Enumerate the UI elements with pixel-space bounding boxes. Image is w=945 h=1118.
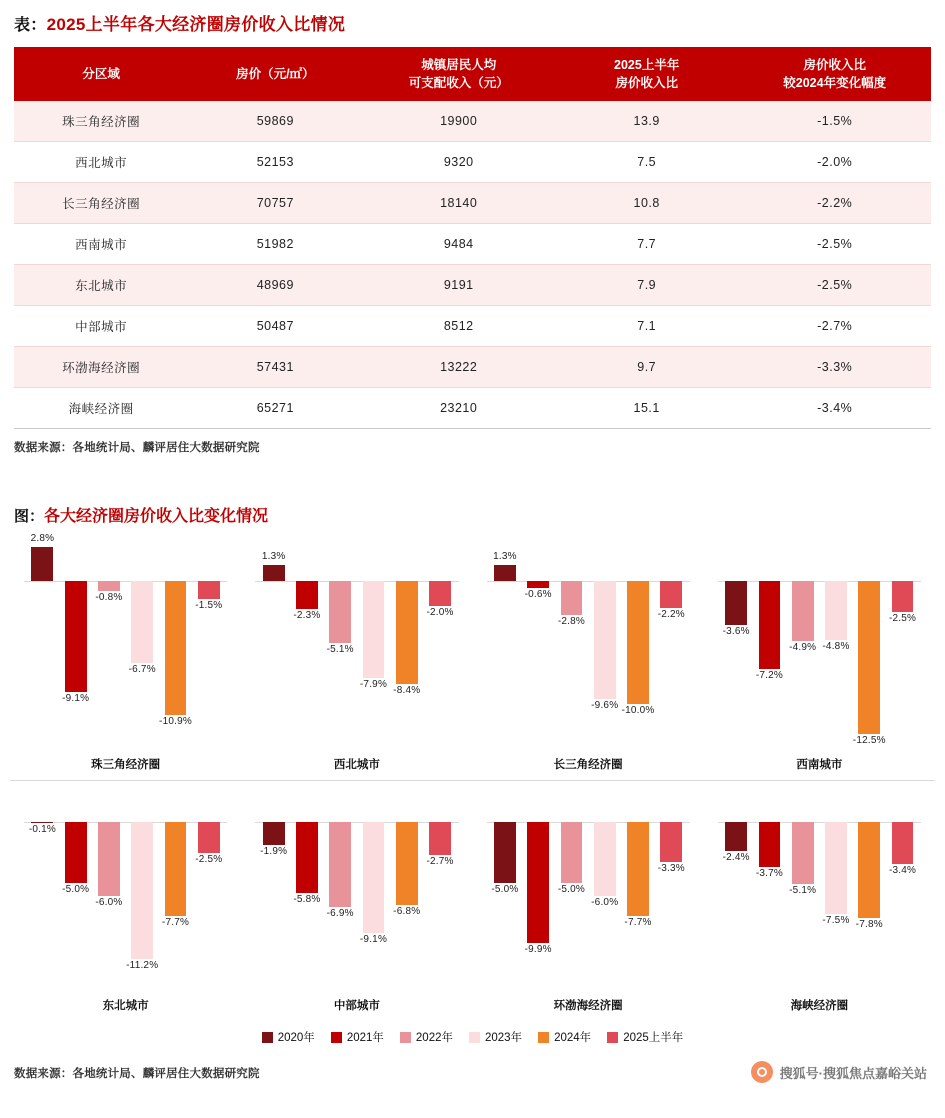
bar-item	[559, 785, 584, 981]
legend-swatch	[262, 1032, 273, 1043]
bar-value-label: -6.0%	[591, 896, 619, 908]
chart-plot-area	[718, 544, 921, 747]
table-row	[14, 142, 931, 183]
bar	[594, 822, 616, 896]
bar-item	[824, 544, 849, 740]
bar-value-label: 2.8%	[30, 532, 55, 544]
chart-panel-label: 环渤海经济圈	[553, 1000, 623, 1013]
table-cell-ratio: 7.7	[555, 224, 738, 265]
bar-group	[30, 532, 223, 740]
legend-label: 2021年	[346, 1032, 384, 1045]
bar-value-label: -2.8%	[557, 616, 586, 628]
bar-item	[97, 544, 122, 740]
table-cell-ratio: 15.1	[555, 388, 738, 429]
bar-value-label: -7.7%	[624, 917, 652, 929]
chart-panel-label: 西南城市	[796, 759, 843, 772]
bar	[65, 822, 87, 883]
bar-value-label: -3.6%	[722, 626, 750, 638]
table-cell-price: 57431	[188, 347, 362, 388]
bar-item	[790, 785, 815, 981]
bar	[329, 822, 351, 907]
bar-item	[126, 785, 159, 981]
legend-item	[469, 1029, 522, 1045]
bar-item	[526, 544, 551, 740]
bar-item	[261, 544, 286, 740]
table-cell-income: 9320	[362, 142, 555, 183]
bar-item	[621, 544, 655, 740]
legend-swatch	[331, 1032, 342, 1043]
chart-legend	[0, 1023, 945, 1045]
chart-title-text: 各大经济圈房价收入比变化情况	[44, 508, 269, 526]
table-cell-region: 西北城市	[14, 142, 188, 183]
chart-panel	[241, 781, 472, 1021]
bar	[165, 822, 187, 916]
bar-value-label: -2.4%	[722, 852, 750, 864]
legend-item	[538, 1029, 591, 1045]
bar	[263, 565, 285, 581]
bar-item	[790, 544, 815, 740]
bar-item	[97, 785, 122, 981]
chart-title	[0, 455, 945, 532]
table-cell-ratio: 7.9	[555, 265, 738, 306]
bar-item	[724, 785, 749, 981]
header-line: 城镇居民人均	[421, 58, 497, 72]
bar-item	[130, 544, 155, 740]
table-cell-region: 东北城市	[14, 265, 188, 306]
bar	[858, 822, 880, 918]
chart-panel-label: 珠三角经济圈	[91, 759, 161, 772]
bar-value-label: -2.7%	[426, 856, 454, 868]
header-line: 分区域	[82, 67, 120, 82]
bar-item	[824, 785, 849, 981]
chart-panel-grid	[10, 532, 935, 1021]
table-row	[14, 224, 931, 265]
table-body	[14, 101, 931, 429]
bar-value-label: -5.0%	[557, 884, 586, 896]
bar-value-label: -10.0%	[621, 704, 655, 716]
bar-value-label: -6.0%	[95, 896, 123, 908]
bar-value-label: -1.9%	[260, 846, 288, 858]
bar-item	[328, 544, 353, 740]
bar	[98, 581, 120, 591]
legend-item	[262, 1029, 315, 1045]
table-cell-price: 51982	[188, 224, 362, 265]
bar-item	[30, 785, 55, 981]
bar-item	[857, 785, 882, 981]
header-line: 房价收入比	[615, 76, 678, 91]
bar-item	[493, 544, 518, 740]
bar-value-label: -0.6%	[524, 589, 552, 601]
bar	[660, 581, 682, 608]
chart-panel	[704, 540, 935, 780]
table-row	[14, 306, 931, 347]
bar-item	[757, 785, 782, 981]
bar-value-label: -11.2%	[126, 960, 159, 972]
bar-item	[428, 785, 453, 981]
table-cell-income: 9484	[362, 224, 555, 265]
bar-item	[196, 785, 221, 981]
bar-item	[890, 785, 915, 981]
bar-item	[559, 544, 584, 740]
table-cell-ratio: 7.5	[555, 142, 738, 183]
legend-item	[400, 1029, 453, 1045]
bar-item	[63, 544, 88, 740]
bar-group	[261, 785, 452, 981]
bar	[198, 822, 220, 853]
bar-value-label: -2.0%	[426, 606, 454, 618]
bar-value-label: -4.9%	[789, 642, 817, 654]
bar-value-label: -3.3%	[657, 863, 685, 875]
legend-swatch	[538, 1032, 549, 1043]
bar	[725, 822, 747, 851]
bar	[825, 581, 847, 640]
bar-value-label: -2.3%	[293, 610, 321, 622]
bar-value-label: -7.9%	[359, 678, 388, 690]
bar-value-label: -9.9%	[524, 944, 552, 956]
bar	[396, 581, 418, 684]
bar-item	[428, 544, 453, 740]
table-head	[14, 47, 931, 101]
chart-panel	[473, 540, 704, 780]
bar-group	[493, 785, 684, 981]
chart-panel-label: 西北城市	[333, 759, 380, 772]
bar	[594, 581, 616, 699]
header-line: 房价（元/㎡）	[236, 67, 315, 82]
bar-value-label: -3.7%	[755, 868, 783, 880]
table-cell-income: 18140	[362, 183, 555, 224]
table-cell-income: 13222	[362, 347, 555, 388]
bar	[494, 822, 516, 883]
bar-value-label: -5.1%	[326, 644, 354, 656]
legend-swatch	[607, 1032, 618, 1043]
bar	[31, 547, 53, 581]
bar	[363, 581, 385, 678]
bar-value-label: -7.8%	[855, 918, 883, 930]
table-header-cell	[188, 47, 362, 101]
bar	[429, 822, 451, 855]
bar	[165, 581, 187, 715]
bar-item	[361, 785, 386, 981]
table-header-cell	[555, 47, 738, 101]
bar	[725, 581, 747, 625]
table-cell-region: 西南城市	[14, 224, 188, 265]
chart-plot-area	[255, 785, 458, 981]
bar-value-label: -6.9%	[326, 907, 354, 919]
table-cell-region: 中部城市	[14, 306, 188, 347]
chart-panel-label: 长三角经济圈	[553, 759, 623, 772]
bar-value-label: -9.6%	[591, 699, 619, 711]
table-cell-region: 海峡经济圈	[14, 388, 188, 429]
bar	[65, 581, 87, 692]
bar	[263, 822, 285, 845]
bar-value-label: -7.7%	[161, 917, 190, 929]
bar-value-label: -5.0%	[491, 884, 519, 896]
bar	[98, 822, 120, 896]
bar	[792, 581, 814, 641]
bar	[31, 822, 53, 823]
bar	[627, 822, 649, 916]
bar-value-label: -0.8%	[95, 591, 123, 603]
chart-panel	[10, 781, 241, 1021]
chart-plot-area	[718, 785, 921, 981]
table-cell-region: 长三角经济圈	[14, 183, 188, 224]
table-cell-change: -3.4%	[738, 388, 931, 429]
bar-item	[394, 544, 419, 740]
house-price-income-ratio-table	[14, 47, 931, 429]
bar-item	[163, 785, 188, 981]
bar-item	[757, 544, 782, 740]
table-cell-ratio: 7.1	[555, 306, 738, 347]
bar-item	[394, 785, 419, 981]
chart-panel-label: 海峡经济圈	[790, 1000, 849, 1013]
bar-value-label: -5.0%	[62, 884, 90, 896]
table-cell-income: 9191	[362, 265, 555, 306]
table-row	[14, 183, 931, 224]
bar-item	[852, 544, 886, 747]
table-header-row	[14, 47, 931, 101]
watermark-text: 搜狐号·搜狐焦点嘉峪关站	[779, 1065, 927, 1081]
bar-group	[724, 785, 915, 981]
bar-item	[159, 544, 192, 740]
chart-panel	[241, 540, 472, 780]
legend-label: 2024年	[554, 1032, 592, 1045]
bar-item	[493, 785, 518, 981]
bar-group	[261, 544, 452, 740]
table-row	[14, 101, 931, 142]
bar	[131, 822, 153, 959]
table-cell-change: -2.7%	[738, 306, 931, 347]
legend-label: 2022年	[415, 1032, 453, 1045]
bar-item	[724, 544, 749, 740]
bar-value-label: -7.2%	[755, 670, 783, 682]
bar	[527, 581, 549, 588]
bar	[198, 581, 220, 599]
table-header-cell	[738, 47, 931, 101]
bar-item	[361, 544, 386, 740]
header-line: 2025上半年	[614, 58, 680, 72]
chart-source-note: 数据来源：各地统计局、麟评居住大数据研究院	[14, 1068, 260, 1081]
table-cell-region: 珠三角经济圈	[14, 101, 188, 142]
table-cell-change: -2.5%	[738, 265, 931, 306]
table-source-note: 数据来源：各地统计局、麟评居住大数据研究院	[14, 442, 260, 455]
chart-title-label: 图：	[14, 508, 45, 526]
bar	[494, 565, 516, 581]
legend-label: 2023年	[485, 1032, 523, 1045]
bar	[561, 822, 583, 883]
table-cell-change: -3.3%	[738, 347, 931, 388]
table-cell-price: 52153	[188, 142, 362, 183]
bar-value-label: -9.1%	[359, 934, 388, 946]
bar-item	[63, 785, 88, 981]
bar-item	[526, 785, 551, 981]
bar	[892, 822, 914, 864]
chart-panel	[10, 532, 241, 780]
bar-value-label: -1.5%	[195, 600, 223, 612]
chart-panel-row	[10, 532, 935, 780]
sohu-logo-icon	[751, 1061, 773, 1083]
bar	[296, 581, 318, 609]
chart-plot-area	[24, 532, 227, 740]
table-cell-change: -2.5%	[738, 224, 931, 265]
table-cell-change: -2.0%	[738, 142, 931, 183]
chart-panel	[473, 781, 704, 1021]
chart-panel-label: 中部城市	[333, 1000, 380, 1013]
chart-panel-row	[10, 780, 935, 1021]
legend-swatch	[469, 1032, 480, 1043]
chart-plot-area	[24, 785, 227, 981]
bar	[363, 822, 385, 933]
legend-label: 2020年	[277, 1032, 315, 1045]
table-cell-region: 环渤海经济圈	[14, 347, 188, 388]
bar-item	[659, 544, 684, 740]
bar-item	[30, 532, 55, 740]
bar	[759, 822, 781, 867]
bar	[329, 581, 351, 643]
bar-item	[295, 785, 320, 981]
table-title-label: 表：	[14, 17, 47, 34]
chart-plot-area	[487, 785, 690, 981]
table-title	[0, 0, 945, 47]
table-row	[14, 347, 931, 388]
table-cell-price: 70757	[188, 183, 362, 224]
bar-value-label: -2.5%	[195, 853, 223, 865]
chart-panel	[704, 781, 935, 1021]
watermark	[751, 1061, 927, 1083]
legend-item	[607, 1029, 683, 1045]
bar-value-label: -0.1%	[28, 824, 56, 836]
table-cell-price: 65271	[188, 388, 362, 429]
bar-group	[493, 544, 684, 740]
table-cell-ratio: 9.7	[555, 347, 738, 388]
bar-group	[30, 785, 221, 981]
table-header-cell	[362, 47, 555, 101]
table-title-text: 2025上半年各大经济圈房价收入比情况	[46, 15, 346, 34]
bar-item	[261, 785, 286, 981]
bar	[792, 822, 814, 884]
table-cell-price: 50487	[188, 306, 362, 347]
bar-value-label: -7.5%	[822, 914, 850, 926]
legend-item	[331, 1029, 384, 1045]
bar	[627, 581, 649, 704]
bar-value-label: -9.1%	[62, 693, 90, 705]
bar-value-label: -6.8%	[393, 906, 421, 918]
bar-item	[659, 785, 684, 981]
bar-value-label: -8.4%	[393, 684, 421, 696]
bar	[825, 822, 847, 914]
table-cell-ratio: 10.8	[555, 183, 738, 224]
legend-label: 2025上半年	[623, 1032, 684, 1045]
bar-value-label: -4.8%	[822, 640, 850, 652]
table-row	[14, 265, 931, 306]
table-cell-ratio: 13.9	[555, 101, 738, 142]
bar-item	[295, 544, 320, 740]
legend-swatch	[400, 1032, 411, 1043]
table-header-cell	[14, 47, 188, 101]
bar-group	[722, 544, 917, 747]
chart-plot-area	[487, 544, 690, 740]
bar-item	[592, 785, 617, 981]
bar-value-label: -6.7%	[128, 664, 156, 676]
bar-value-label: 1.3%	[261, 551, 286, 563]
bar-value-label: 1.3%	[493, 551, 517, 563]
bar	[660, 822, 682, 862]
bar	[429, 581, 451, 606]
bar-value-label: -12.5%	[852, 735, 886, 747]
bar-value-label: -5.1%	[789, 885, 817, 897]
header-line: 较2024年变化幅度	[783, 76, 887, 91]
bar	[892, 581, 914, 612]
chart-plot-area	[255, 544, 458, 740]
chart-panel-label: 东北城市	[102, 1000, 149, 1013]
bar-item	[328, 785, 353, 981]
table-cell-income: 8512	[362, 306, 555, 347]
table-cell-price: 48969	[188, 265, 362, 306]
bar-item	[592, 544, 617, 740]
header-line: 房价收入比	[803, 58, 866, 72]
bar-value-label: -5.8%	[293, 894, 321, 906]
bar-item	[626, 785, 651, 981]
bar-value-label: -10.9%	[159, 715, 192, 727]
bar-value-label: -2.2%	[657, 608, 685, 620]
bar	[131, 581, 153, 663]
table-cell-price: 59869	[188, 101, 362, 142]
table-cell-income: 19900	[362, 101, 555, 142]
bar-item	[196, 544, 221, 740]
bar	[296, 822, 318, 893]
table-cell-change: -2.2%	[738, 183, 931, 224]
table-cell-income: 23210	[362, 388, 555, 429]
table-cell-change: -1.5%	[738, 101, 931, 142]
bar-item	[890, 544, 915, 740]
bar-value-label: -3.4%	[888, 864, 917, 876]
bar	[858, 581, 880, 734]
bar	[759, 581, 781, 669]
bar-value-label: -2.5%	[888, 612, 917, 624]
table-row	[14, 388, 931, 429]
header-line: 可支配收入（元）	[408, 76, 509, 91]
bar	[561, 581, 583, 615]
bar	[396, 822, 418, 905]
bar	[527, 822, 549, 943]
